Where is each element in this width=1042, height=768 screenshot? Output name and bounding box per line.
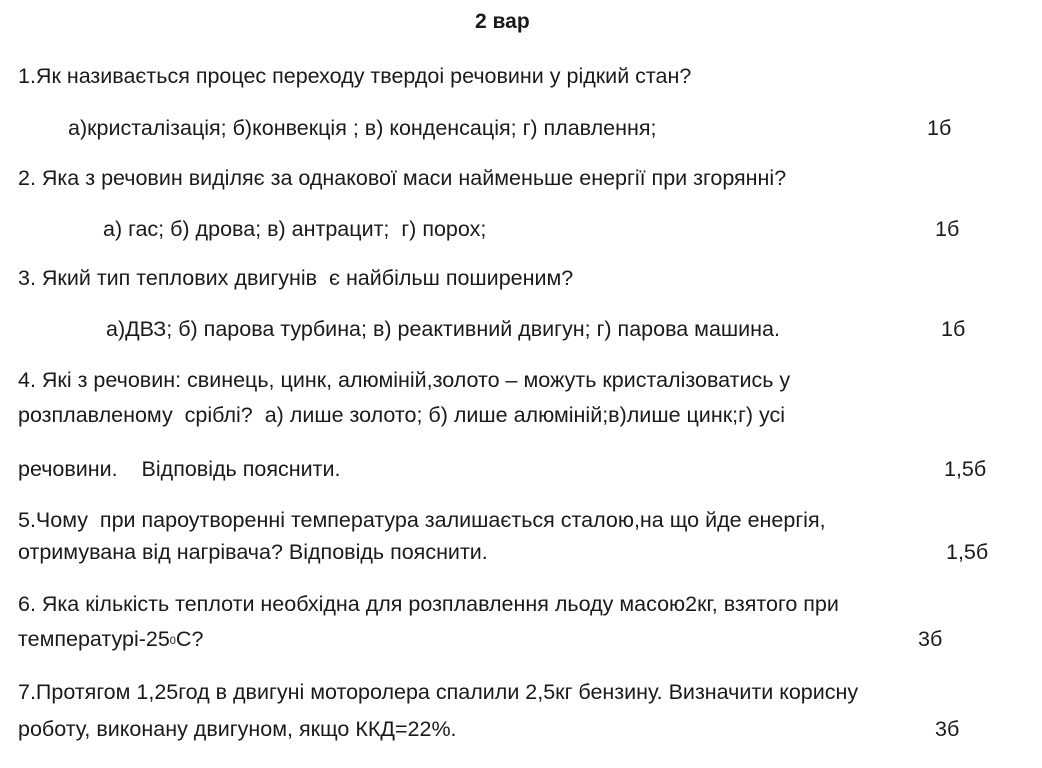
question-2-text: 2. Яка з речовин виділяє за однакової маси найменьше енергії при згорянні? xyxy=(18,166,787,190)
question-4-points: 1,5б xyxy=(944,457,987,481)
question-6-temperature-text: температурі-25 xyxy=(18,627,170,651)
question-7-points: 3б xyxy=(935,717,960,741)
question-1-answers: а)кристалізація; б)конвекція ; в) конденсація; г) плавлення; xyxy=(68,116,657,140)
question-4-text-line-1: 4. Які з речовин: свинець, цинк, алюміній,золото – можуть кристалізоватись у xyxy=(18,368,791,392)
question-6-points: 3б xyxy=(918,627,943,651)
question-5-text-line-2: отримувана від нагрівача? Відповідь пояснити. xyxy=(18,540,488,564)
question-2-points: 1б xyxy=(935,217,960,241)
question-5-points: 1,5б xyxy=(946,540,989,564)
question-6-text-line-2 xyxy=(18,626,203,654)
question-3-answers: а)ДВЗ; б) парова турбина; в) реактивний двигун; г) парова машина. xyxy=(106,317,780,341)
question-7-text-line-2: роботу, виконану двигуном, якщо ККД=22%. xyxy=(18,717,457,741)
question-6-text-line-1: 6. Яка кількість теплоти необхідна для розплавлення льоду масою2кг, взятого при xyxy=(18,592,839,616)
question-1-points: 1б xyxy=(927,116,952,140)
question-6-unit-text: С? xyxy=(175,627,204,651)
question-1-text: 1.Як називається процес переходу твердоі речовини у рідкий стан? xyxy=(18,64,692,88)
question-4-text-line-3: речовини. Відповідь пояснити. xyxy=(18,457,341,481)
question-3-text: 3. Який тип теплових двигунів є найбільш поширеним? xyxy=(18,266,574,290)
page-title: 2 вар xyxy=(475,10,530,33)
question-3-points: 1б xyxy=(941,317,966,341)
question-5-text-line-1: 5.Чому при пароутворенні температура залишається сталою,на що йде енергія, xyxy=(18,508,826,532)
degree-superscript: 0 xyxy=(169,635,176,647)
question-2-answers: а) гас; б) дрова; в) антрацит; г) порох; xyxy=(103,217,487,241)
question-7-text-line-1: 7.Протягом 1,25год в двигуні моторолера спалили 2,5кг бензину. Визначити корисну xyxy=(18,680,859,704)
question-4-text-line-2: розплавленому сріблі? а) лише золото; б) лише алюміній;в)лише цинк;г) усі xyxy=(18,403,786,427)
